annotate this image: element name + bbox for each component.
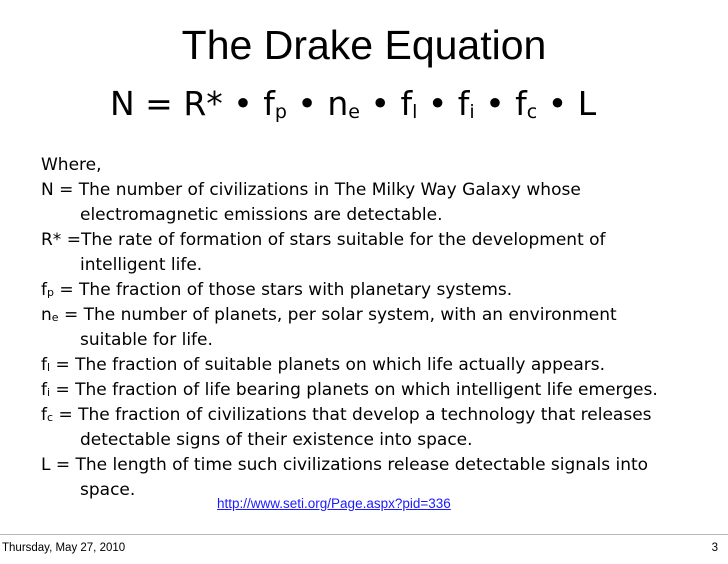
definition-n: N = The number of civilizations in The Milky Way Galaxy whose xyxy=(41,180,581,200)
definition-fc-continued: detectable signs of their existence into space. xyxy=(80,430,473,450)
eq-dot: • xyxy=(537,84,578,123)
definition-fp: $f_p$ = The fraction of those stars with planetary systems. xyxy=(41,280,513,300)
eq-fp: $f_p$ xyxy=(263,84,287,123)
definition-ne-continued: suitable for life. xyxy=(80,330,213,350)
definitions-list xyxy=(41,153,691,503)
eq-fc: $f_c$ xyxy=(515,84,538,123)
where-label: Where, xyxy=(41,155,102,175)
eq-r-star: R* xyxy=(183,84,223,123)
eq-l: L xyxy=(577,84,597,123)
drake-equation xyxy=(110,82,596,126)
definition-n-continued: electromagnetic emissions are detectable. xyxy=(80,205,443,225)
eq-dot: • xyxy=(359,84,401,123)
eq-fl: $f_l$ xyxy=(400,84,418,123)
definition-l-continued: space. xyxy=(80,480,136,500)
eq-dot: • xyxy=(417,84,458,123)
seti-source-link[interactable]: http://www.seti.org/Page.aspx?pid=336 xyxy=(217,496,451,511)
slide-title: The Drake Equation xyxy=(181,22,547,68)
eq-dot: • xyxy=(474,84,516,123)
definition-fc: $f_c$ = The fraction of civilizations that develop a technology that releases xyxy=(41,405,652,425)
footer-divider xyxy=(0,534,728,535)
page-number: 3 xyxy=(711,542,718,554)
footer-date: Thursday, May 27, 2010 xyxy=(2,542,126,554)
definition-r-star-continued: intelligent life. xyxy=(80,255,203,275)
definition-fi: $f_i$ = The fraction of life bearing planets on which intelligent life emerges. xyxy=(41,380,658,400)
eq-dot: • xyxy=(222,84,264,123)
eq-equals: = xyxy=(134,84,184,123)
eq-dot: • xyxy=(286,84,328,123)
definition-l: L = The length of time such civilizations release detectable signals into xyxy=(41,455,649,475)
definition-ne: $n_e$ = The number of planets, per solar system, with an environment xyxy=(41,305,617,325)
definition-r-star: R* =The rate of formation of stars suitable for the development of xyxy=(41,230,606,250)
eq-n: N xyxy=(110,84,135,123)
eq-fi: $f_i$ xyxy=(457,84,475,123)
definition-fl: $f_l$ = The fraction of suitable planets on which life actually appears. xyxy=(41,355,605,375)
eq-ne: $n_e$ xyxy=(327,84,360,123)
